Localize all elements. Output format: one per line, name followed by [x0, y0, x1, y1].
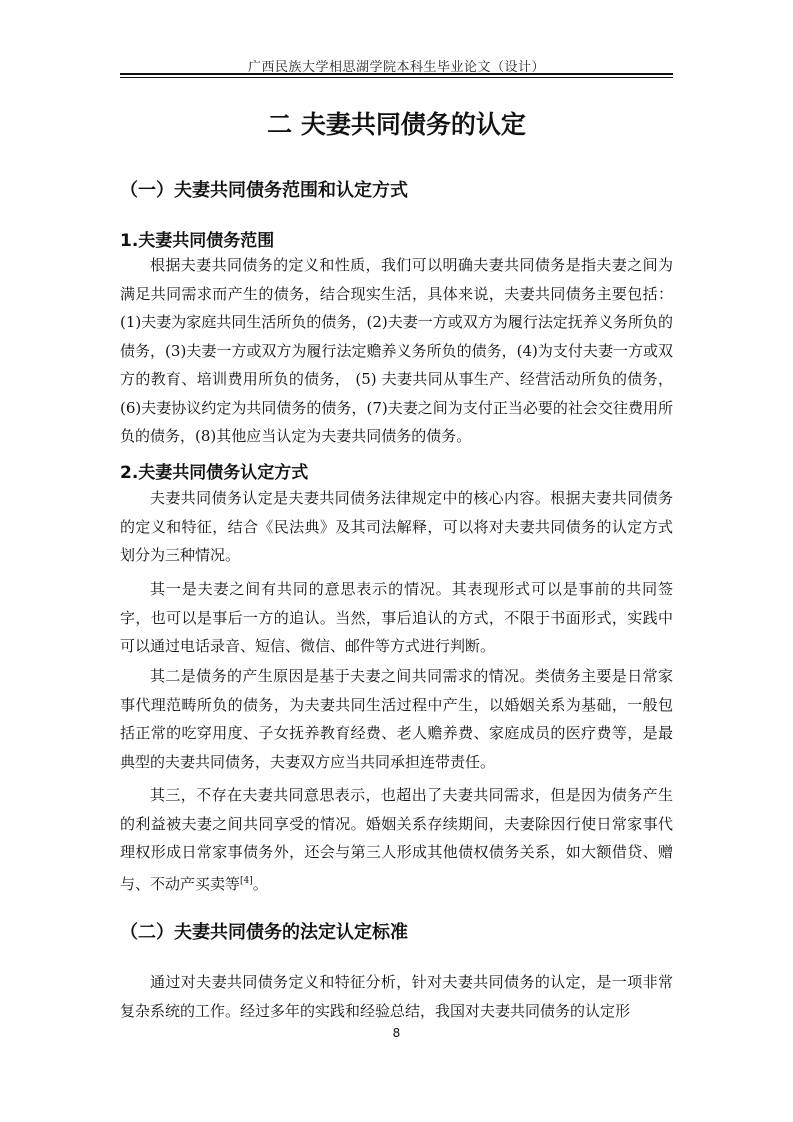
chapter-title: 二 夫妻共同债务的认定 [267, 110, 526, 139]
paragraph-second-case: 其二是债务的产生原因是基于夫妻之间共同需求的情况。类债务主要是日常家事代理范畴所负的债务，为夫妻共同生活过程中产生，以婚姻关系为基础，一般包括正常的吃穿用度、子女抚养教育经费、老人赡养费、家庭成员的医疗费等，是最典型的夫妻共同债务，夫妻双方应当共同承担连带责任。 [120, 667, 673, 771]
paragraph-legal-standard: 通过对夫妻共同债务定义和特征分析，针对夫妻共同债务的认定，是一项非常复杂系统的工作。经过多年的实践和经验总结，我国对夫妻共同债务的认定形 [120, 973, 673, 1020]
page-header: 广西民族大学相思湖学院本科生毕业论文（设计） [247, 60, 545, 75]
section-heading-1: （一）夫妻共同债务范围和认定方式 [120, 180, 408, 201]
paragraph-first-case: 其一是夫妻之间有共同的意思表示的情况。其表现形式可以是事前的共同签字，也可以是事后一方的追认。当然，事后追认的方式，不限于书面形式，实践中可以通过电话录音、短信、微信、邮件等方式进行判断。 [120, 580, 673, 655]
paragraph-third-case [120, 781, 673, 898]
paragraph-debt-scope: 根据夫妻共同债务的定义和性质，我们可以明确夫妻共同债务是指夫妻之间为满足共同需求而产生的债务，结合现实生活，具体来说，夫妻共同债务主要包括：(1)夫妻为家庭共同生活所负的债务，(2)夫妻一方或双方为履行法定抚养义务所负的债务，(3)夫妻一方或双方为履行法定赡养义务所负的债务，(4)为支付夫妻一方或双方的教育、培训费用所负的债务， (5) 夫妻共同从事生产、经营活动所负的债务，(6)夫妻协议约定为共同债务的债务，(7)夫妻之间为支付正当必要的社会交往费用所负的债务，(8)其他应当认定为夫妻共同债务的债务。 [120, 256, 673, 445]
citation-marker: [4] [240, 875, 253, 886]
header-rule-thick [120, 73, 673, 75]
subsection-heading-1: 1.夫妻共同债务范围 [120, 231, 275, 251]
paragraph-recognition-core: 夫妻共同债务认定是夫妻共同债务法律规定中的核心内容。根据夫妻共同债务的定义和特征，结合《民法典》及其司法解释，可以将对夫妻共同债务的认定方式划分为三种情况。 [120, 489, 673, 564]
header-rule-thin [120, 77, 673, 78]
paragraph-third-case-end: 。 [252, 874, 268, 893]
subsection-heading-2: 2.夫妻共同债务认定方式 [120, 463, 309, 483]
paragraph-third-case-text: 其三，不存在夫妻共同意思表示，也超出了夫妻共同需求，但是因为债务产生的利益被夫妻之间共同享受的情况。婚姻关系存续期间，夫妻除因行使日常家事代理权形成日常家事债务外，还会与第三人形成其他债权债务关系，如大额借贷、赠与、不动产买卖等 [120, 786, 673, 893]
page-number: 8 [392, 1026, 401, 1040]
section-heading-2: （二）夫妻共同债务的法定认定标准 [120, 922, 408, 943]
